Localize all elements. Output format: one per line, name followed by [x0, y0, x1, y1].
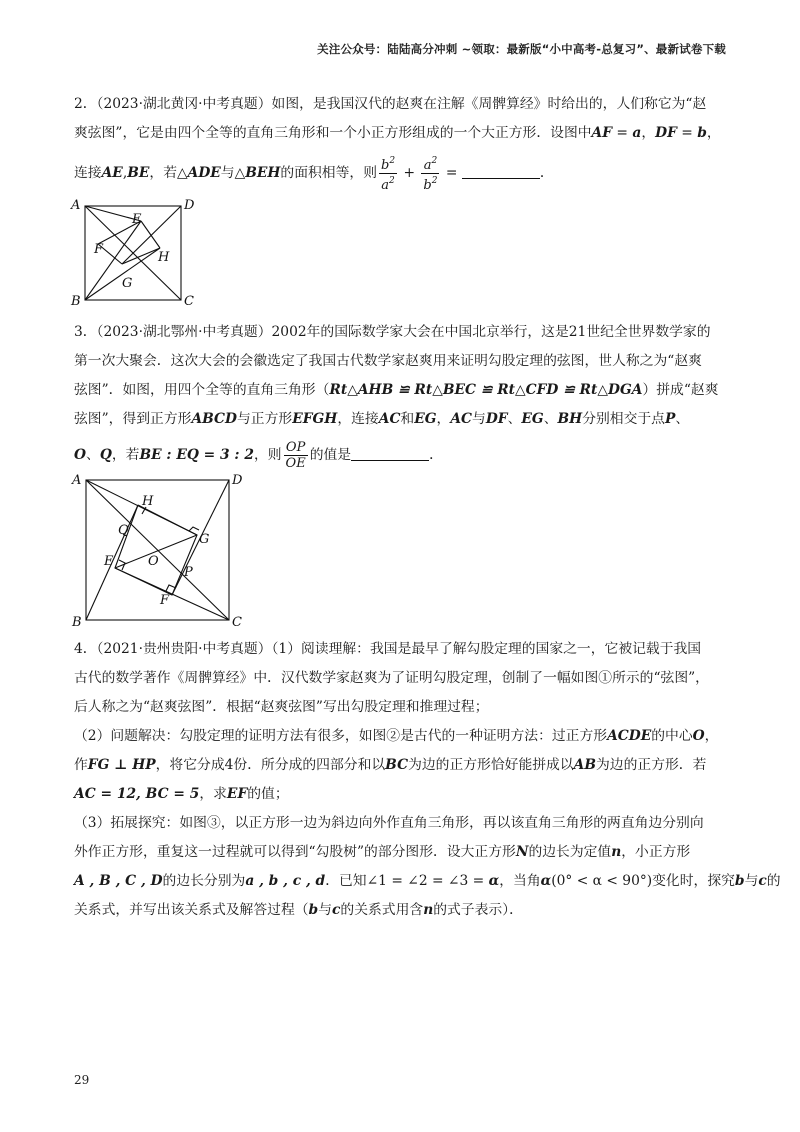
- q3-text: 分别相交于点: [582, 411, 665, 427]
- q4-text: 的式子表示）．: [433, 902, 523, 918]
- frac-num: a: [423, 158, 432, 173]
- frac-num: b: [381, 158, 390, 173]
- q3-text: ）拼成“赵爽: [642, 382, 719, 398]
- right-angle-g: [189, 527, 199, 531]
- question-2: [74, 90, 730, 193]
- q2-text: +: [399, 165, 420, 181]
- label-d: D: [232, 473, 243, 488]
- exponent: 2: [431, 176, 438, 186]
- q3-text: ，则: [253, 447, 282, 463]
- q4-line-4: [74, 722, 730, 751]
- math-o: O: [692, 728, 705, 744]
- q4-line-5: [74, 751, 730, 780]
- math-alpha: α: [540, 873, 552, 889]
- math-o: O: [74, 447, 87, 463]
- q4-line-10: [74, 896, 730, 925]
- q3-text: ，: [436, 411, 451, 427]
- math-c: c: [758, 873, 767, 889]
- q2-text: ，: [706, 125, 721, 141]
- fraction-b2-over-a2: [379, 154, 397, 193]
- math-a: a: [632, 125, 642, 141]
- q4-text: ，小正方形: [621, 844, 691, 860]
- q4-line-9: [74, 867, 781, 896]
- fraction-a2-over-b2: [421, 154, 439, 193]
- q3-text: 、: [507, 411, 522, 427]
- q4-text: 关系式，并写出该关系式及解答过程（: [74, 902, 309, 918]
- q4-text: 变化时，探究: [652, 873, 735, 889]
- q4-line-3: 后人称之为“赵爽弦图”．根据“赵爽弦图”写出勾股定理和推理过程；: [74, 699, 489, 715]
- q3-text: 弦图”．如图，用四个全等的直角三角形（: [74, 382, 330, 398]
- math-ac: AC: [450, 411, 473, 427]
- q2-line-1: [74, 90, 730, 119]
- q2-text: =: [676, 125, 698, 141]
- square-efgh: [115, 505, 197, 595]
- label-d: D: [184, 198, 195, 213]
- math-b: b: [308, 902, 319, 918]
- q3-text: 、: [675, 411, 690, 427]
- math-b: b: [734, 873, 745, 889]
- math-df: DF: [485, 411, 508, 427]
- math-b: b: [697, 125, 707, 141]
- q3-line-2: 第一次大聚会．这次大会的会徽选定了我国古代数学家赵爽用来证明勾股定理的弦图，世人称之为“赵爽: [74, 353, 702, 369]
- page-number: 29: [74, 1073, 90, 1087]
- answer-blank: [462, 178, 540, 179]
- math-tri-ade: △ADE: [177, 165, 221, 181]
- q4-text: 的边长分别为: [162, 873, 246, 889]
- q4-text: 的关系式用含: [340, 902, 424, 918]
- math-alpha-range: (0° < α < 90°): [551, 873, 653, 889]
- frac-den: b: [423, 178, 432, 193]
- q3-text: 、: [543, 411, 558, 427]
- q2-line-2: [74, 119, 730, 148]
- q4-text: （2）问题解决：勾股定理的证明方法有很多，如图②是古代的一种证明方法：过正方形: [74, 728, 608, 744]
- q3-line-4: [74, 405, 730, 434]
- q4-text: ．已知∠1 = ∠2 = ∠3 =: [325, 873, 489, 889]
- math-abcd-lower: a , b , c , d: [245, 873, 326, 889]
- q4-line-2: 古代的数学著作《周髀算经》中．汉代数学家赵爽为了证明勾股定理，创制了一幅如图①所示的“弦图”，: [74, 670, 709, 686]
- figure-q2: [68, 196, 198, 312]
- label-a: A: [71, 198, 81, 213]
- label-p: P: [184, 565, 193, 580]
- q2-text: 爽弦图”，它是由四个全等的直角三角形和一个小正方形组成的一个大正方形．设图中: [74, 125, 592, 141]
- q3-text: 与: [472, 411, 486, 427]
- label-e: E: [132, 212, 142, 227]
- q3-text: 的值是: [309, 447, 352, 463]
- q4-text: 作: [74, 757, 88, 773]
- question-3: [74, 318, 730, 471]
- q4-text: ，当角: [499, 873, 541, 889]
- math-ac: AC: [378, 411, 401, 427]
- answer-blank: [351, 460, 429, 461]
- label-b: B: [72, 615, 82, 628]
- q2-text: ，: [641, 125, 656, 141]
- label-f: F: [160, 593, 170, 608]
- segment-he: [141, 221, 160, 248]
- math-c: c: [332, 902, 341, 918]
- exponent: 2: [389, 176, 395, 186]
- q3-line-1: 3．（2023·湖北鄂州·中考真题）2002年的国际数学家大会在中国北京举行，这是21世纪全世界数学家的: [74, 324, 711, 340]
- math-ab: AB: [573, 757, 597, 773]
- math-af: AF: [591, 125, 613, 141]
- math-alpha: α: [488, 873, 500, 889]
- label-a: A: [72, 473, 82, 488]
- math-be: BE: [127, 165, 150, 181]
- zhao-shuang-diagram-q3: [68, 470, 248, 628]
- label-q: Q: [118, 523, 129, 538]
- q2-text: =: [441, 165, 462, 181]
- math-df: DF: [655, 125, 677, 141]
- q2-text: ,: [122, 165, 128, 181]
- q3-text: ，若: [111, 447, 140, 463]
- math-abcd: ABCD: [191, 411, 238, 427]
- math-bh: BH: [557, 411, 583, 427]
- q4-text: 的值；: [247, 786, 289, 802]
- q2-text: 的面积相等，则: [280, 165, 377, 181]
- label-c: C: [184, 294, 194, 308]
- q2-text: 2．（2023·湖北黄冈·中考真题）如图，是我国汉代的赵爽在注解《周髀算经》时给出的，人们称它为“赵: [74, 96, 707, 112]
- label-h: H: [142, 494, 154, 509]
- frac-num: OP: [284, 440, 308, 456]
- q2-text: ，若: [149, 165, 177, 181]
- exponent: 2: [431, 156, 438, 166]
- math-ratio: BE : EQ = 3 : 2: [139, 447, 254, 463]
- math-congruent-triangles: Rt△AHB ≌ Rt△BEC ≌ Rt△CFD ≌ Rt△DGA: [329, 382, 643, 398]
- q4-line-1: 4．（2021·贵州贵阳·中考真题）（1）阅读理解：我国是最早了解勾股定理的国家之一，它被记载于我国: [74, 641, 702, 657]
- label-o: O: [148, 554, 159, 569]
- math-ac-bc-values: AC = 12, BC = 5: [74, 786, 200, 802]
- label-e: E: [104, 554, 114, 569]
- math-efgh: EFGH: [292, 411, 338, 427]
- q4-line-8: [74, 838, 730, 867]
- q4-text: 为边的正方形恰好能拼成以: [408, 757, 574, 773]
- q4-text: 与: [744, 873, 759, 889]
- frac-den: OE: [285, 456, 306, 471]
- q4-text: 外作正方形，重复这一过程就可以得到“勾股树”的部分图形．设大正方形: [74, 844, 516, 860]
- label-f: F: [94, 242, 104, 257]
- q4-text: 为边的正方形．若: [596, 757, 707, 773]
- q4-text: ，求: [199, 786, 227, 802]
- q3-text: 与正方形: [237, 411, 293, 427]
- math-tri-beh: △BEH: [234, 165, 281, 181]
- question-4: [74, 635, 781, 925]
- q4-text: 的边长为定值: [528, 844, 612, 860]
- figure-q3: [68, 470, 248, 632]
- q4-text: ，: [704, 728, 719, 744]
- q4-line-7: （3）拓展探究：如图③，以正方形一边为斜边向外作直角三角形，再以该直角三角形的两直角边分别向: [74, 815, 704, 831]
- math-eg: EG: [414, 411, 437, 427]
- math-ae: AE: [101, 165, 123, 181]
- math-abcd-list: A , B , C , D: [74, 873, 163, 889]
- math-acde: ACDE: [607, 728, 652, 744]
- q2-text: 连接: [74, 165, 102, 181]
- q3-text: 弦图”，得到正方形: [74, 411, 192, 427]
- q2-text: 与: [220, 165, 235, 181]
- q4-text: 与: [318, 902, 332, 918]
- label-h: H: [158, 250, 170, 265]
- q4-text: ，将它分成4份．所分成的四部分和以: [155, 757, 386, 773]
- q4-text: 的: [766, 873, 781, 889]
- q3-text: 、: [86, 447, 100, 463]
- q3-text: ，连接: [337, 411, 379, 427]
- exponent: 2: [389, 156, 396, 166]
- q3-text: ．: [429, 447, 443, 463]
- q4-line-6: [74, 780, 730, 809]
- q2-text: ．: [539, 165, 554, 181]
- frac-den: a: [381, 178, 390, 193]
- label-g: G: [122, 276, 133, 291]
- math-n: N: [515, 844, 529, 860]
- zhao-shuang-diagram-q2: [68, 196, 198, 308]
- math-ef: EF: [226, 786, 248, 802]
- q3-line-5: [74, 440, 730, 471]
- math-fg-perp-hp: FG ⊥ HP: [87, 757, 156, 773]
- q2-text: =: [612, 125, 633, 141]
- fraction-op-over-oe: [284, 440, 308, 471]
- math-bc: BC: [385, 757, 409, 773]
- math-n-lower: n: [611, 844, 622, 860]
- math-eg: EG: [521, 411, 544, 427]
- q3-line-3: [74, 376, 730, 405]
- label-b: B: [71, 294, 81, 308]
- label-c: C: [232, 615, 242, 628]
- math-n-lower: n: [423, 902, 434, 918]
- q4-text: 的中心: [651, 728, 693, 744]
- page-header: 关注公众号：陆陆高分冲刺 ~领取：最新版“小中高考-总复习”、最新试卷下载: [317, 42, 726, 56]
- math-q: Q: [99, 447, 112, 463]
- q3-text: 和: [400, 411, 415, 427]
- label-g: G: [199, 532, 210, 547]
- q2-line-3: [74, 154, 730, 193]
- math-p: P: [664, 411, 676, 427]
